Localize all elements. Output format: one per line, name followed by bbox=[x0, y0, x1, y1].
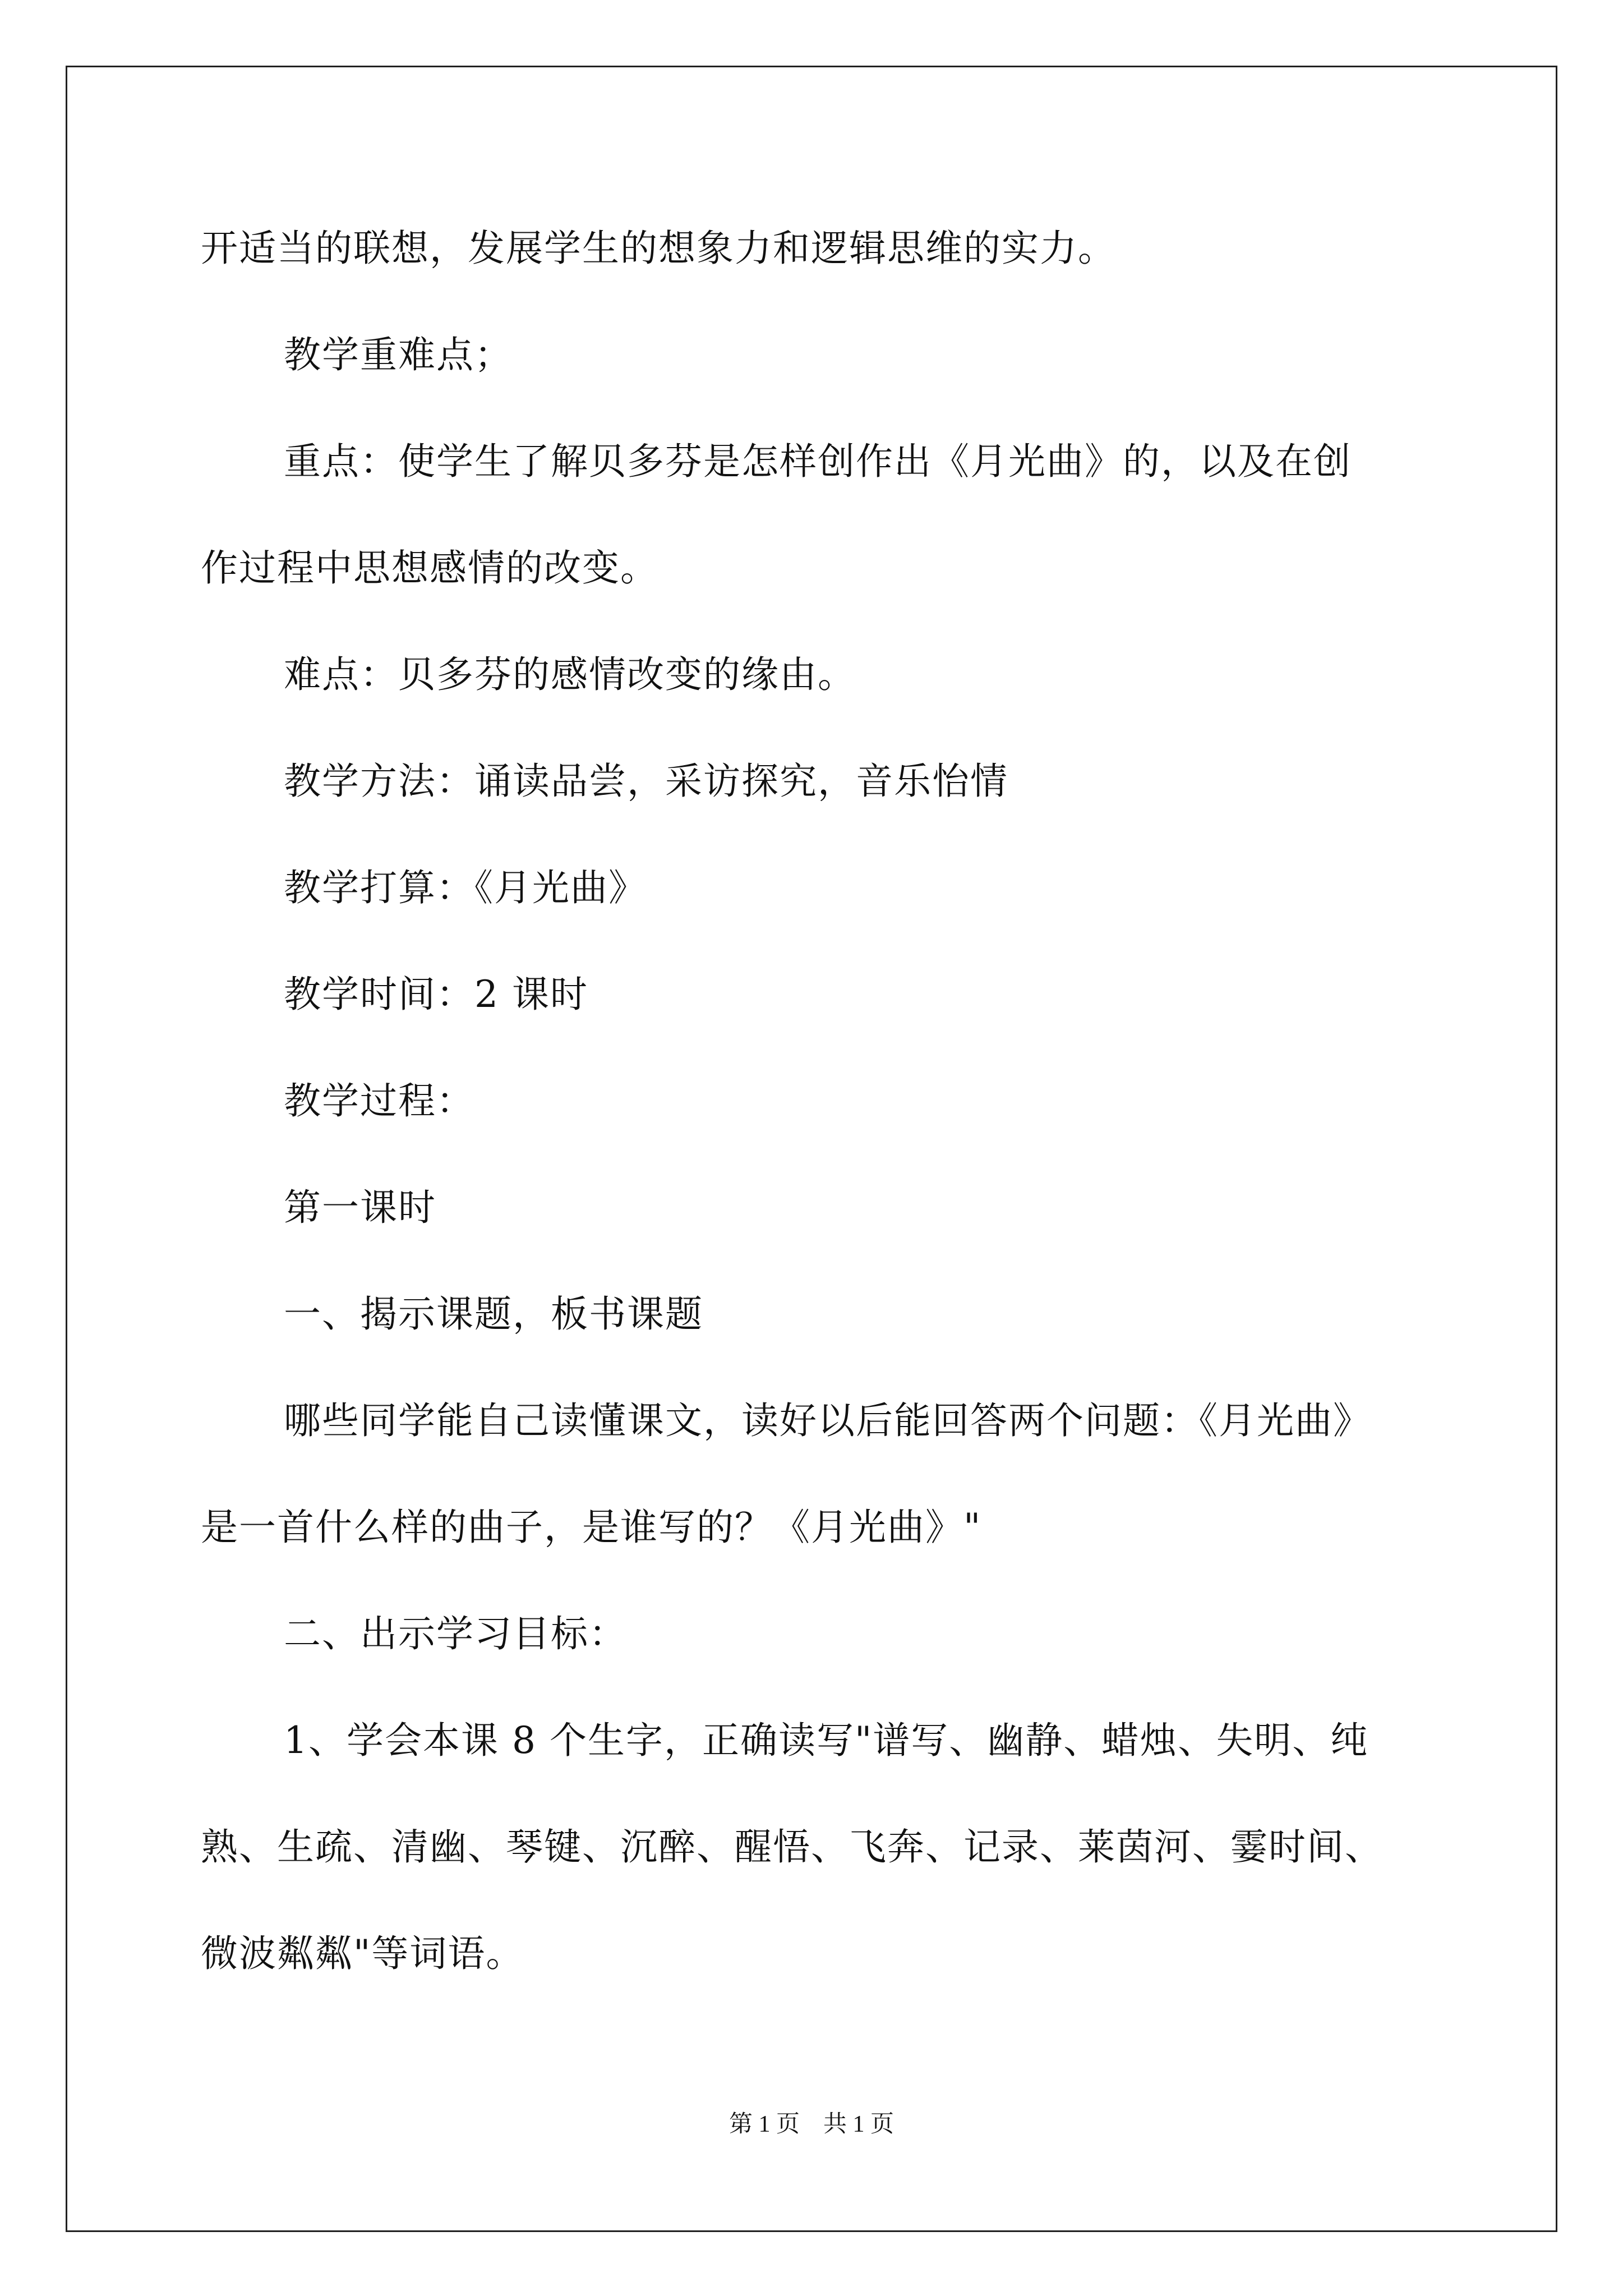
paragraph-teaching-preparation bbox=[201, 861, 1463, 915]
page-number-label: 第 1 页 共 1 页 bbox=[728, 2111, 894, 2137]
text-line: 教学打算：《月光曲》 bbox=[284, 866, 647, 909]
paragraph-section-two bbox=[201, 1607, 1463, 1661]
paragraph-key-difficulties-heading bbox=[201, 328, 1463, 382]
paragraph-teaching-time bbox=[201, 968, 1463, 1022]
text-line: 难点：贝多芬的感情改变的缘由。 bbox=[284, 653, 856, 696]
text-line: 重点：使学生了解贝多芬是怎样创作出《月光曲》的，以及在创 bbox=[284, 440, 1352, 483]
text-line: 教学重难点； bbox=[284, 333, 513, 376]
text-line: 哪些同学能自己读懂课文，读好以后能回答两个问题：《月光曲》 bbox=[284, 1399, 1371, 1442]
text-line: 第一课时 bbox=[284, 1186, 436, 1229]
document-body bbox=[201, 222, 1463, 2033]
text-line: 1、学会本课 8 个生字，正确读写"谱写、幽静、蜡烛、失明、纯 bbox=[284, 1719, 1369, 1762]
text-line: 一、揭示课题，板书课题 bbox=[284, 1292, 703, 1336]
paragraph-intro-continuation bbox=[201, 222, 1463, 275]
paragraph-reading-questions bbox=[201, 1394, 1463, 1554]
paragraph-key-points bbox=[201, 435, 1463, 595]
text-line: 是一首什么样的曲子，是谁写的？《月光曲》" bbox=[201, 1506, 982, 1549]
text-line: 教学过程： bbox=[284, 1079, 474, 1122]
text-line: 二、出示学习目标： bbox=[284, 1612, 627, 1655]
paragraph-section-one bbox=[201, 1287, 1463, 1341]
paragraph-difficulties bbox=[201, 648, 1463, 702]
paragraph-teaching-process bbox=[201, 1074, 1463, 1128]
paragraph-teaching-methods bbox=[201, 754, 1463, 808]
text-line: 作过程中思想感情的改变。 bbox=[201, 546, 658, 590]
paragraph-first-lesson bbox=[201, 1181, 1463, 1235]
text-line: 教学方法：诵读品尝，采访探究，音乐怡情 bbox=[284, 760, 1008, 803]
text-line: 教学时间：2 课时 bbox=[284, 973, 588, 1016]
page-footer bbox=[0, 2110, 1623, 2138]
text-line: 熟、生疏、清幽、琴键、沉醉、醒悟、飞奔、记录、莱茵河、霎时间、 bbox=[201, 1825, 1383, 1869]
text-line: 开适当的联想，发展学生的想象力和逻辑思维的实力。 bbox=[201, 227, 1116, 270]
paragraph-learning-objective-1 bbox=[201, 1714, 1463, 1981]
text-line: 微波粼粼"等词语。 bbox=[201, 1932, 524, 1975]
